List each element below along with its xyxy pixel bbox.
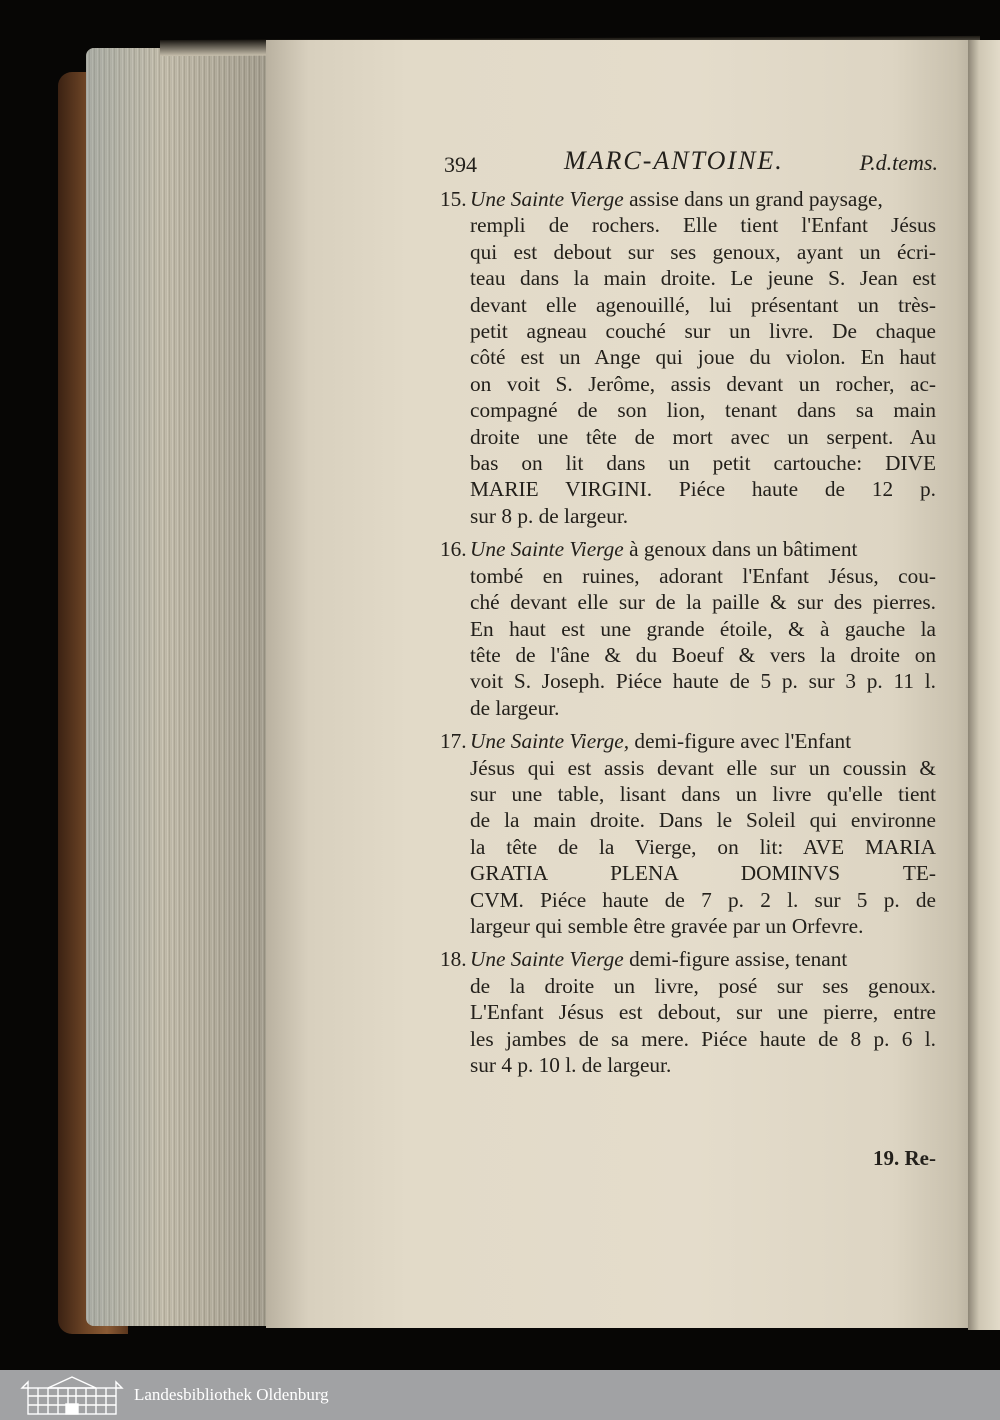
entry-line: L'Enfant Jésus est debout, sur une pierre, entre [470,1000,936,1025]
entry-line: sur une table, lisant dans un livre qu'elle tient [470,781,936,806]
entry-line: de la main droite. Dans le Soleil qui environne [470,808,936,833]
entry-line: de largeur. [470,695,560,720]
entry-line: droite une tête de mort avec un serpent. Au [470,424,936,449]
entry-line: devant elle agenouillé, lui présentant un très- [470,292,936,317]
catalogue-entry [436,186,936,529]
entry-line [470,186,936,212]
entry-line: largeur qui semble être gravée par un Orfevre. [470,913,864,938]
catalogue-entries [436,186,936,1078]
entry-title: Une Sainte Vierge, [470,729,630,754]
entry-line: tombé en ruines, adorant l'Enfant Jésus, cou- [470,563,936,588]
entry-line-text: demi-figure avec l'Enfant [629,729,852,754]
entry-line [470,946,936,972]
entry-line-text: assise dans un grand paysage, [623,187,883,211]
page-text [436,146,938,1170]
entry-line: les jambes de sa mere. Piéce haute de 8 p. 6 l. [470,1026,936,1051]
catalogue-entry [436,728,936,939]
entry-number: 18. [440,947,467,972]
entry-number: 17. [440,729,467,754]
catalogue-entry [436,536,936,721]
entry-line: ché devant elle sur de la paille & sur des pierres. [470,590,936,615]
page-number: 394 [444,152,477,177]
entry-line [470,536,936,562]
entry-line: qui est debout sur ses genoux, ayant un écri- [470,239,936,264]
entry-line: sur 4 p. 10 l. de largeur. [470,1053,672,1077]
entry-line: bas on lit dans un petit cartouche: DIVE [470,451,936,476]
catalogue-entry [436,946,936,1078]
entry-line: tête de l'âne & du Boeuf & vers la droite on [470,642,936,667]
entry-number: 16. [440,537,467,562]
entry-line: voit S. Joseph. Piéce haute de 5 p. sur 3 p. 11 l. [470,669,936,694]
page-block-edges [86,48,282,1326]
entry-line: Jésus qui est assis devant elle sur un coussin & [470,755,936,780]
footer-bar [0,1370,1000,1420]
page-header [436,146,936,186]
running-title: MARC-ANTOINE. [564,146,784,175]
entry-line-text: demi-figure assise, tenant [623,947,848,972]
entry-title: Une Sainte Vierge [470,187,624,211]
catchword: 19. Re- [873,1146,936,1170]
entry-line-text: à genoux dans un bâtiment [623,537,858,562]
entry-number: 15. [440,187,467,211]
entry-line: la tête de la Vierge, on lit: AVE MARIA [470,834,936,859]
entry-line: de la droite un livre, posé sur ses genoux. [470,973,936,998]
entry-title: Une Sainte Vierge [470,537,624,562]
entry-line: compagné de son lion, tenant dans sa main [470,398,936,423]
library-building-icon [20,1374,124,1416]
entry-line: MARIE VIRGINI. Piéce haute de 12 p. [470,477,936,502]
running-subtitle: P.d.tems. [859,150,938,175]
entry-title: Une Sainte Vierge [470,947,624,972]
entry-line: GRATIA PLENA DOMINVS TE- [470,861,936,886]
entry-line: petit agneau couché sur un livre. De chaque [470,319,936,344]
entry-line: En haut est une grande étoile, & à gauche la [470,616,936,641]
facing-page-edge [968,40,1000,1330]
entry-line: on voit S. Jerôme, assis devant un rocher, ac- [470,371,936,396]
entry-line: côté est un Ange qui joue du violon. En haut [470,345,936,370]
entry-line: CVM. Piéce haute de 7 p. 2 l. sur 5 p. de [470,887,936,912]
entry-line: sur 8 p. de largeur. [470,503,629,528]
entry-line: rempli de rochers. Elle tient l'Enfant Jésus [470,213,936,238]
library-name: Landesbibliothek Oldenburg [134,1385,329,1404]
entry-line [470,728,936,754]
entry-line: teau dans la main droite. Le jeune S. Jean est [470,266,936,291]
